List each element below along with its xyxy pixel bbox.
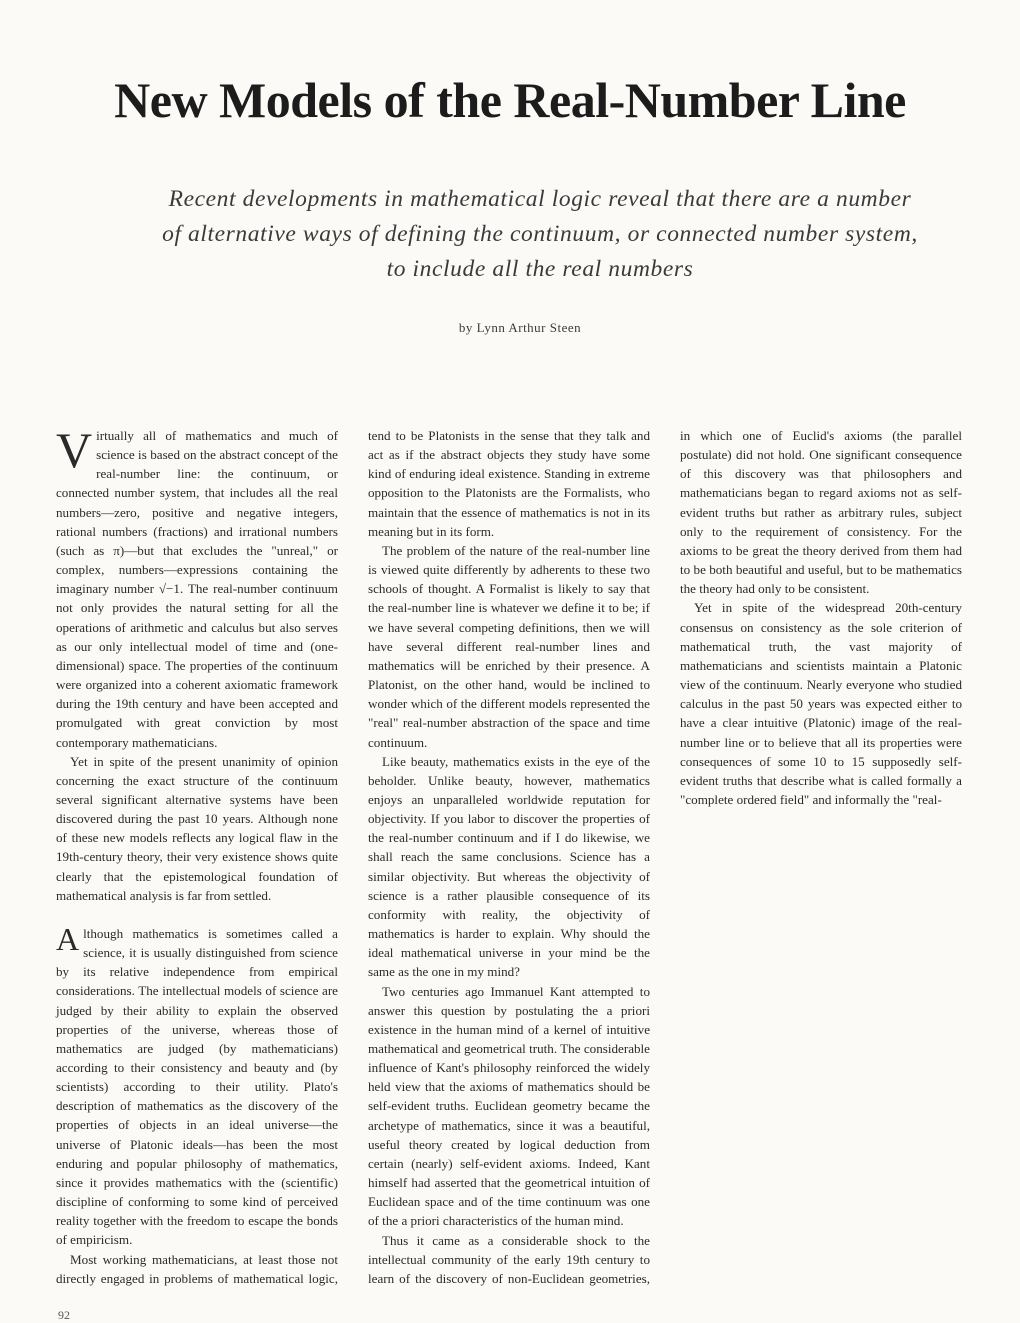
body-paragraph-6: Like beauty, mathematics exists in the eye of the beholder. Unlike beauty, however, mathematics enjoys an unparalleled worldwide reputation for objectivity. If you labor to discover the properties of the real-number continuum and if I do likewise, we shall reach the same conclusions. Science has a similar objectivity. But whereas the objectivity of science is a rather plausible consequence of its conformity with reality, the objectivity of mathematics is harder to explain. Why should the ideal mathematical universe in your mind be the same as the one in my mind?	[368, 753, 650, 980]
drop-cap-a: A	[56, 920, 80, 957]
body-paragraph-9: Yet in spite of the widespread 20th-century consensus on consistency as the sole criterion of mathematical truth, the vast majority of mathematicians and scientists maintain a Platonic view of the continuum. Nearly everyone who studied calculus in the past 50 years was expected either to have a clear intuitive (Platonic) image of the real-number line or to believe that all its properties were consequences of some 10 to 15 supposedly self-evident truths that describe what is called formally a "complete ordered field" and informally the "real-	[680, 600, 962, 807]
body-paragraph-7: Two centuries ago Immanuel Kant attempted to answer this question by postulating the a priori existence in the human mind of a kernel of intuitive mathematical and geometrical truth. The considerable influence of Kant's philosophy reinforced the widely held view that the axioms of mathematics should be self-evident truths. Euclidean geometry became the archetype of mathematics, since it was a beautiful, useful theory created by logical deduction from certain (nearly) self-evident axioms. Indeed, Kant himself had asserted that the geometrical intuition of Euclidean space and of the time continuum was one of the a priori characteristics of the human mind.	[368, 983, 650, 1229]
article-body	[56, 422, 962, 1306]
body-paragraph-5: The problem of the nature of the real-number line is viewed quite differently by adherents to these two schools of thought. A Formalist is likely to say that the real-number line is whatever we define it to be; if we have several competing definitions, then we will have several different real-number lines and mathematics will be enriched by their presence. A Platonist, on the other hand, would be inclined to wonder which of the different models represented the "real" real-number abstraction of the space and time continuum.	[368, 542, 650, 750]
body-paragraph-2: Yet in spite of the present unanimity of opinion concerning the exact structure of the continuum several significant alternative systems have been discovered during the past 10 years. Although none of these new models reflects any logical flaw in the 19th-century theory, their very existence shows quite clearly that the epistemological foundation of mathematical analysis is far from settled.	[56, 753, 338, 903]
page-number: 92	[58, 1308, 70, 1322]
paragraph-text: irtually all of mathematics and much of science is based on the abstract concept of the real-number line: the continuum, or connected number system, that includes all the real numbers—zero, positive and negative integers, rational numbers (fractions) and irrational numbers (such as π)—but that excludes the "unreal," or complex, numbers—expressions containing the imaginary number √−1. The real-number continuum not only provides the natural setting for all the operations of arithmetic and calculus but also serves as our only intellectual model of time and (one-dimensional) space. The properties of the continuum were organized into a coherent axiomatic framework during the 19th century and have been accepted and promulgated with great conviction by most contemporary mathematicians.	[56, 428, 338, 750]
byline: by Lynn Arthur Steen	[458, 320, 582, 335]
body-paragraph-3	[56, 920, 338, 1250]
article-subtitle: Recent developments in mathematical logic reveal that there are a number of alternative ways of defining the continuum, or connected number system, to include all the real numbers	[162, 186, 918, 282]
drop-cap-v: V	[56, 422, 93, 478]
article-title: New Models of the Real-Number Line	[114, 72, 906, 128]
body-paragraph-1	[56, 422, 338, 752]
paragraph-text: lthough mathematics is sometimes called a science, it is usually distinguished from science by its relative independence from empirical considerations. The intellectual models of science are judged by their ability to explain the observed properties of the universe, whereas those of mathematics are judged (by mathematicians) according to their consistency and beauty and (by scientists) according to their utility. Plato's description of mathematics as the discovery of the properties of objects in an ideal universe—the universe of Platonic ideals—has been the most enduring and popular philosophy of mathematics, since it provides mathematics with the (scientific) discipline of conforming to some kind of perceived reality together with the freedom to escape the bonds of empiricism.	[56, 925, 338, 1248]
body-paragraph-4: Most working mathematicians, at least those not directly engaged in problems of mathematical logic, tend to be Platonists in the sense that they talk and act as if the abstract objects they study have some kind of enduring ideal existence. Standing in extreme opposition to the Platonists are the Formalists, who maintain that the essence of mathematics is not in its meaning but in its form.	[56, 428, 650, 1286]
body-paragraph-8: Thus it came as a considerable shock to the intellectual community of the early 19th century to learn of the discovery of non-Euclidean geometries, in which one of Euclid's axioms (the parallel postulate) did not hold. One significant consequence of this discovery was that philosophers and mathematicians began to regard axioms not as self-evident truths but rather as arbitrary rules, subject only to the requirement of consistency. For the axioms to be great the theory derived from them had to be both beautiful and useful, but to be mathematics the theory had only to be consistent.	[368, 428, 962, 1286]
